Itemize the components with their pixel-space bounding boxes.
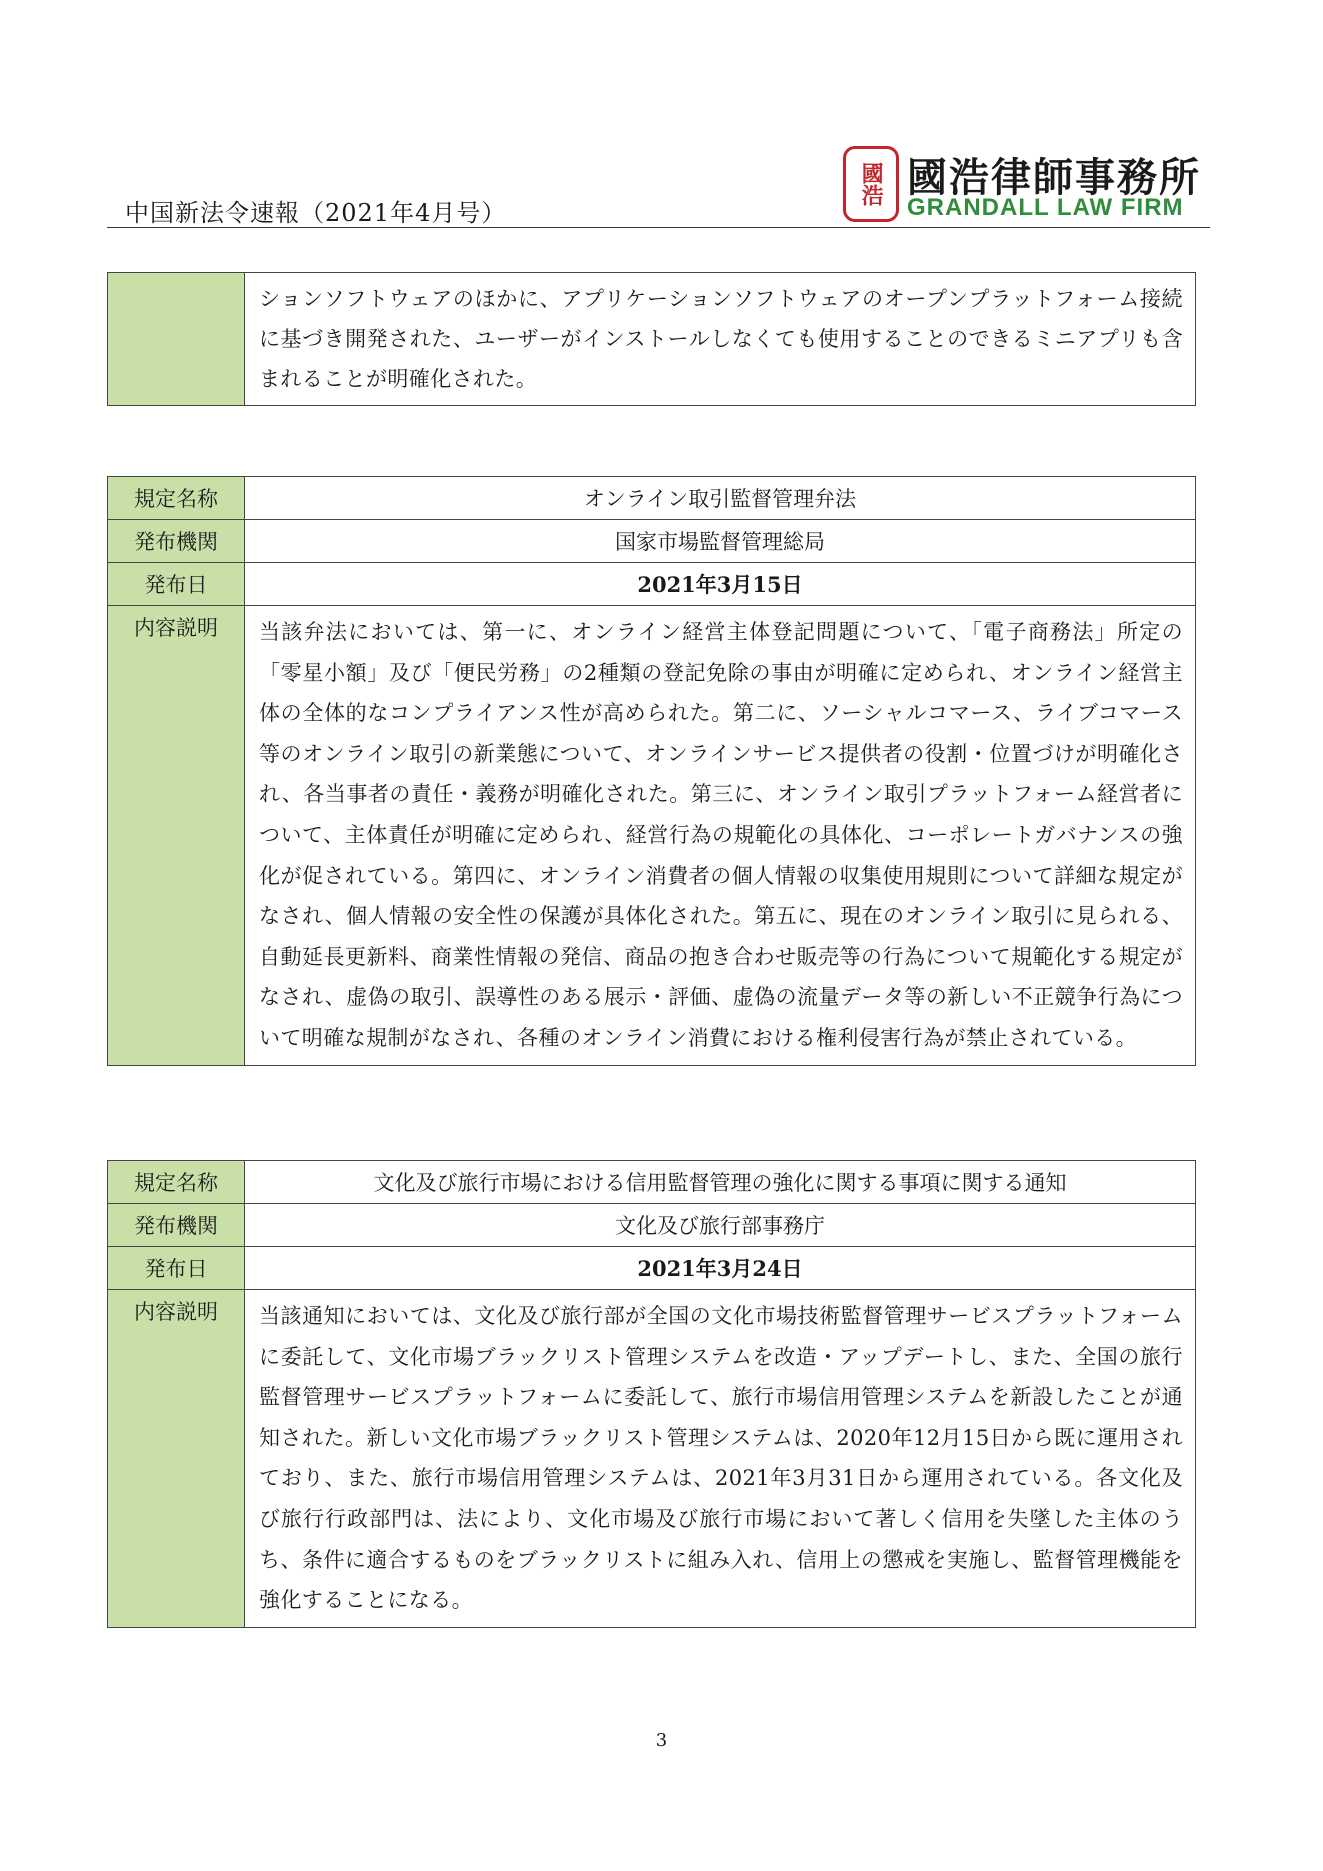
description: 当該通知においては、文化及び旅行部が全国の文化市場技術監督管理サービスプラットフォームに委託して、文化市場ブラックリスト管理システムを改造・アップデートし、また、全国の旅行監督管理サービスプラットフォームに委託して、旅行市場信用管理システムを新設したことが通知された。新しい文化市場ブラックリスト管理システムは、2020年12月15日から既に運用されており、また、旅行市場信用管理システムは、2021年3月31日から運用されている。各文化及び旅行行政部門は、法により、文化市場及び旅行市場において著しく信用を失墜した主体のうち、条件に適合するものをブラックリストに組み入れ、信用上の懲戒を実施し、監督管理機能を強化することになる。: [245, 1290, 1196, 1628]
table-row: [108, 563, 1196, 606]
continuation-text: ションソフトウェアのほかに、アプリケーションソフトウェアのオープンプラットフォーム接続に基づき開発された、ユーザーがインストールしなくても使用することのできるミニアプリも含まれることが明確化された。: [245, 273, 1196, 406]
header-divider: [107, 227, 1210, 228]
header-title: 中国新法令速報（2021年4月号）: [125, 199, 507, 227]
firm-name-cn: 國浩律師事務所: [907, 155, 1201, 201]
page-number: 3: [655, 1730, 668, 1751]
issuer: 国家市場監督管理総局: [245, 520, 1196, 563]
table-row: [108, 520, 1196, 563]
seal-logo-icon: 國浩: [843, 146, 899, 222]
table-row: [108, 477, 1196, 520]
label-issue-date: 発布日: [108, 563, 245, 606]
issue-date: 2021年3月24日: [245, 1247, 1196, 1290]
label-issue-date: 発布日: [108, 1247, 245, 1290]
label-issuer: 発布機関: [108, 1204, 245, 1247]
label-issuer: 発布機関: [108, 520, 245, 563]
label-description: 内容説明: [108, 606, 245, 1066]
issue-date: 2021年3月15日: [245, 563, 1196, 606]
regulation-table-2: [107, 1160, 1196, 1628]
regulation-table-1: [107, 476, 1196, 1066]
table-row: [108, 606, 1196, 1066]
firm-logo: [843, 146, 1201, 226]
table-row: [108, 1290, 1196, 1628]
table-row: [108, 1161, 1196, 1204]
table-row: [108, 1247, 1196, 1290]
empty-label-cell: [108, 273, 245, 406]
table-row: [108, 273, 1196, 406]
label-description: 内容説明: [108, 1290, 245, 1628]
label-regulation-name: 規定名称: [108, 477, 245, 520]
issuer: 文化及び旅行部事務庁: [245, 1204, 1196, 1247]
description: 当該弁法においては、第一に、オンライン経営主体登記問題について、「電子商務法」所定の「零星小額」及び「便民労務」の2種類の登記免除の事由が明確に定められ、オンライン経営主体の全体的なコンプライアンス性が高められた。第二に、ソーシャルコマース、ライブコマース等のオンライン取引の新業態について、オンラインサービス提供者の役割・位置づけが明確化され、各当事者の責任・義務が明確化された。第三に、オンライン取引プラットフォーム経営者について、主体責任が明確に定められ、経営行為の規範化の具体化、コーポレートガバナンスの強化が促されている。第四に、オンライン消費者の個人情報の収集使用規則について詳細な規定がなされ、個人情報の安全性の保護が具体化された。第五に、現在のオンライン取引に見られる、自動延長更新料、商業性情報の発信、商品の抱き合わせ販売等の行為について規範化する規定がなされ、虚偽の取引、誤導性のある展示・評価、虚偽の流量データ等の新しい不正競争行為について明確な規制がなされ、各種のオンライン消費における権利侵害行為が禁止されている。: [245, 606, 1196, 1066]
regulation-name: オンライン取引監督管理弁法: [245, 477, 1196, 520]
firm-name-en: GRANDALL LAW FIRM: [907, 194, 1184, 221]
table-row: [108, 1204, 1196, 1247]
regulation-name: 文化及び旅行市場における信用監督管理の強化に関する事項に関する通知: [245, 1161, 1196, 1204]
label-regulation-name: 規定名称: [108, 1161, 245, 1204]
continuation-table: [107, 272, 1196, 406]
